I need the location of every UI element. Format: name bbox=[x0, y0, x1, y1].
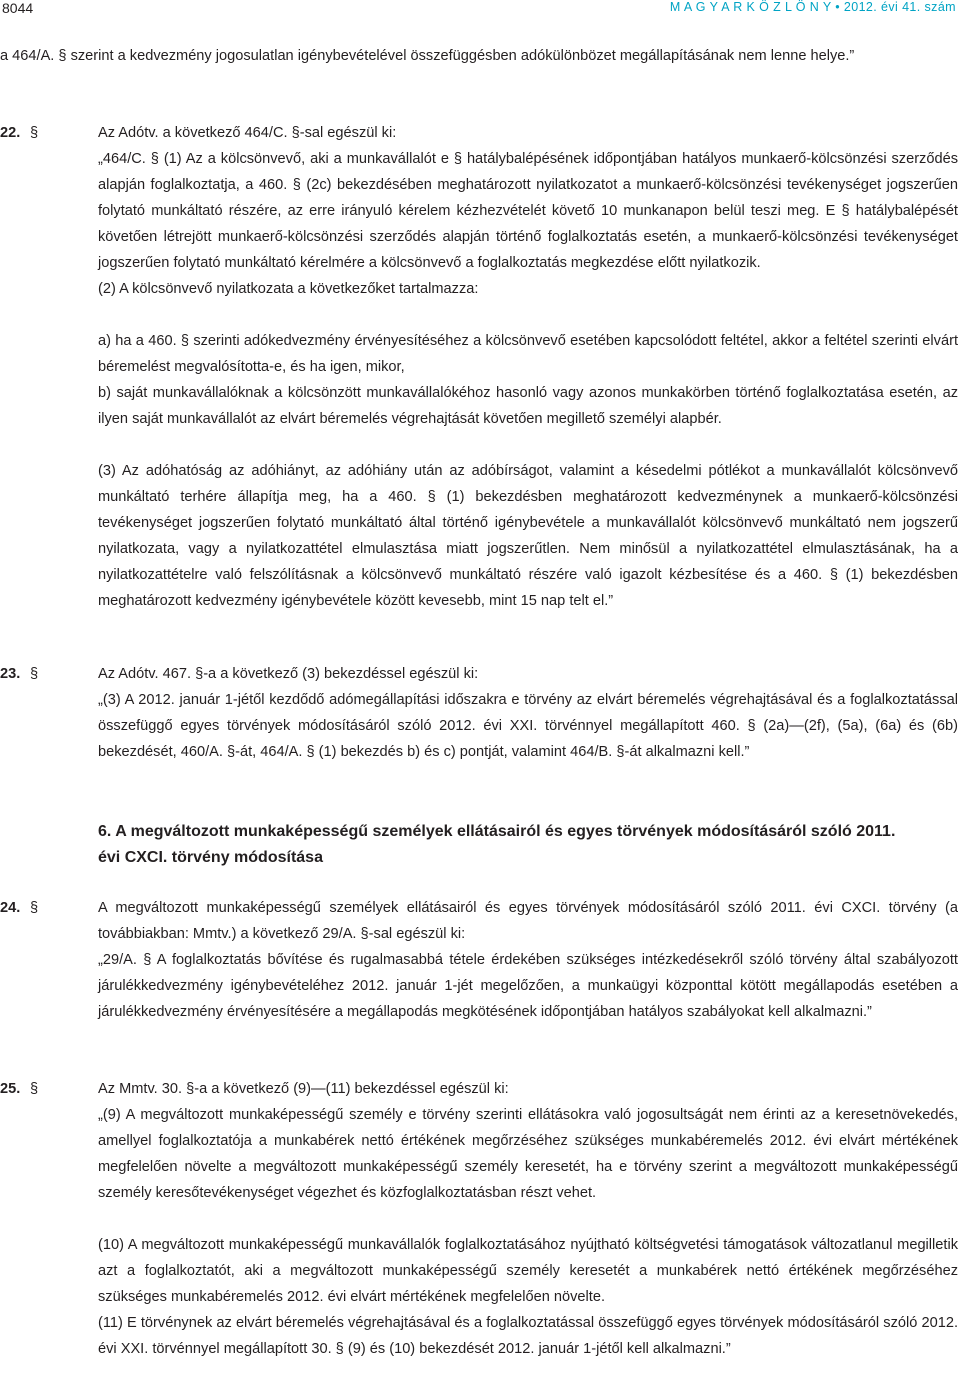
section-sign-icon: § bbox=[30, 125, 39, 141]
amendment-text: (3) Az adóhatóság az adóhiányt, az adóhiány után az adóbírságot, valamint a késedelmi pótlékot a munkavállalót kölcsönvevő munkáltató terhére állapítja meg, ha a 460. § (1) bekezdésben meghatározott kedvezménynek a munkaerő-kölcsönzési tevékenységet jogszerűen folytató munkáltató által történő igénybevétele a munkavállalót kölcsönvevő munkáltató nem jogszerű nyilatkozata, vagy a nyilatkozattétel elmulasztása miatt jogszerűtlen. Nem minősül a nyilatkozattétel elmulasztásának, ha a nyilatkozattételre való felszólításnak a kölcsönvevő munkáltató részére való igazolt kézbesítése és a 460. § (1) bekezdésben meghatározott kedvezmény igénybevétele között kevesebb, mint 15 nap telt el.” bbox=[98, 463, 958, 609]
section-number: 25. bbox=[0, 1081, 21, 1097]
journal-header: M A G Y A R K Ö Z L Ö N Y • 2012. évi 41. szám bbox=[669, 0, 956, 14]
amendment-intro: Az Adótv. a következő 464/C. §-sal egészül ki: bbox=[98, 125, 397, 141]
amendment-text: (2) A kölcsönvevő nyilatkozata a következőket tartalmazza: bbox=[98, 281, 479, 297]
amendment-text: „464/C. § (1) Az a kölcsönvevő, aki a munkavállalót e § hatálybalépésének időpontjában hatályos munkaerő-kölcsönzési szerződés alapján foglalkoztatja, a 460. § (2c) bekezdésében meghatározott nyilatkozatot a munkaerő-kölcsönzési tevékenységet jogszerűen folytató munkáltató részére, az erre irányuló kérelem kézhezvételét követő 10 munkanapon belül teszi meg. E § hatálybalépését követően létrejött munkaerő-kölcsönzési szerződés alapján történő foglalkoztatás esetén, a munkaerő-kölcsönzési tevékenységet jogszerűen folytató munkáltató kérelmére a kölcsönvevő a foglalkoztatás megkezdése előtt nyilatkozik. bbox=[98, 151, 958, 271]
page-header bbox=[0, 0, 960, 22]
amendment-text: „(3) A 2012. január 1-jétől kezdődő adómegállapítási időszakra e törvény az elvárt béremelés végrehajtásával és a foglalkoztatással összefüggő egyes törvények módosításáról szóló 2012. évi XXI. törvénnyel megállapított 460. § (2a)—(2f), (5a), (6a) és (6b) bekezdését, 460/A. §-át, 464/A. § (1) bekezdés b) és c) pontját, valamint 464/B. §-át alkalmazni kell.” bbox=[98, 692, 958, 760]
section-number: 22. bbox=[0, 125, 21, 141]
section-sign-icon: § bbox=[30, 900, 39, 916]
amendment-text: a) ha a 460. § szerinti adókedvezmény érvényesítéséhez a kölcsönvevő esetében kapcsolódott feltétel, akkor a feltétel szerinti elvárt béremelést megvalósította-e, és ha igen, mikor, bbox=[98, 333, 958, 375]
section-number: 23. bbox=[0, 666, 21, 682]
amendment-intro: Az Adótv. 467. §-a a következő (3) bekezdéssel egészül ki: bbox=[98, 666, 479, 682]
amendment-intro: Az Mmtv. 30. §-a a következő (9)—(11) bekezdéssel egészül ki: bbox=[98, 1081, 509, 1097]
page-number: 8044 bbox=[2, 0, 34, 16]
amendment-text: (11) E törvénynek az elvárt béremelés végrehajtásával és a foglalkoztatással összefüggő egyes törvények módosításáról szóló 2012. évi XXI. törvénnyel megállapított 30. § (9) és (10) bekezdését 2012. január 1-jétől kell alkalmazni.” bbox=[98, 1315, 958, 1357]
section-sign-icon: § bbox=[30, 666, 39, 682]
amendment-text: „(9) A megváltozott munkaképességű személy e törvény szerinti ellátásokra való jogosultságát nem érinti az a keresetnövekedés, amellyel foglalkoztatója a munkabérek nettó értékének megőrzéséhez szükséges munkabéremelés 2012. évi elvárt mértékének megfelelően növelte a megváltozott munkaképességű személy keresetét, ha e törvény szerint a megváltozott munkaképességű személy keresőtevékenységet végezhet és közfoglalkoztatásban részt vehet. bbox=[98, 1107, 958, 1201]
section-number: 24. bbox=[0, 900, 21, 916]
section-sign-icon: § bbox=[30, 1081, 39, 1097]
amendment-text: b) saját munkavállalóknak a kölcsönzött munkavállalókéhoz hasonló vagy azonos munkakörben történő foglalkoztatása esetén, az ilyen saját munkavállalót az elvárt béremelés végrehajtását követően megillető személyi alapbér. bbox=[98, 385, 958, 427]
continuation-paragraph: a 464/A. § szerint a kedvezmény jogosulatlan igénybevételével összefüggésben adókülönbözet megállapításának nem lenne helye.” bbox=[0, 48, 855, 64]
amendment-text: (10) A megváltozott munkaképességű munkavállalók foglalkoztatásához nyújtható költségvetési támogatások változatlanul megilletik azt a foglalkoztatót, aki a megváltozott munkaképességű személy keresetét a munkabérek nettó értékének megőrzéséhez szükséges munkabéremelés 2012. évi elvárt mértékének megfelelően növelte. bbox=[98, 1237, 958, 1305]
amendment-intro: A megváltozott munkaképességű személyek ellátásairól és egyes törvények módosításáról szóló 2011. évi CXCI. törvény (a továbbiakban: Mmtv.) a következő 29/A. §-sal egészül ki: bbox=[98, 900, 958, 942]
amendment-text: „29/A. § A foglalkoztatás bővítése és rugalmasabbá tétele érdekében szükséges intézkedésekről szóló törvény által szabályozott járulékkedvezmény igénybevételéhez 2012. január 1-jét megelőzően, a munkaügyi központtal kötött megállapodás esetében a járulékkedvezmény érvényesítésére a megállapodás megkötésének időpontjában hatályos szabályokat kell alkalmazni.” bbox=[98, 952, 958, 1020]
chapter-heading: 6. A megváltozott munkaképességű személyek ellátásairól és egyes törvények módosításáról szóló 2011. évi CXCI. törvény módosítása bbox=[98, 823, 896, 866]
